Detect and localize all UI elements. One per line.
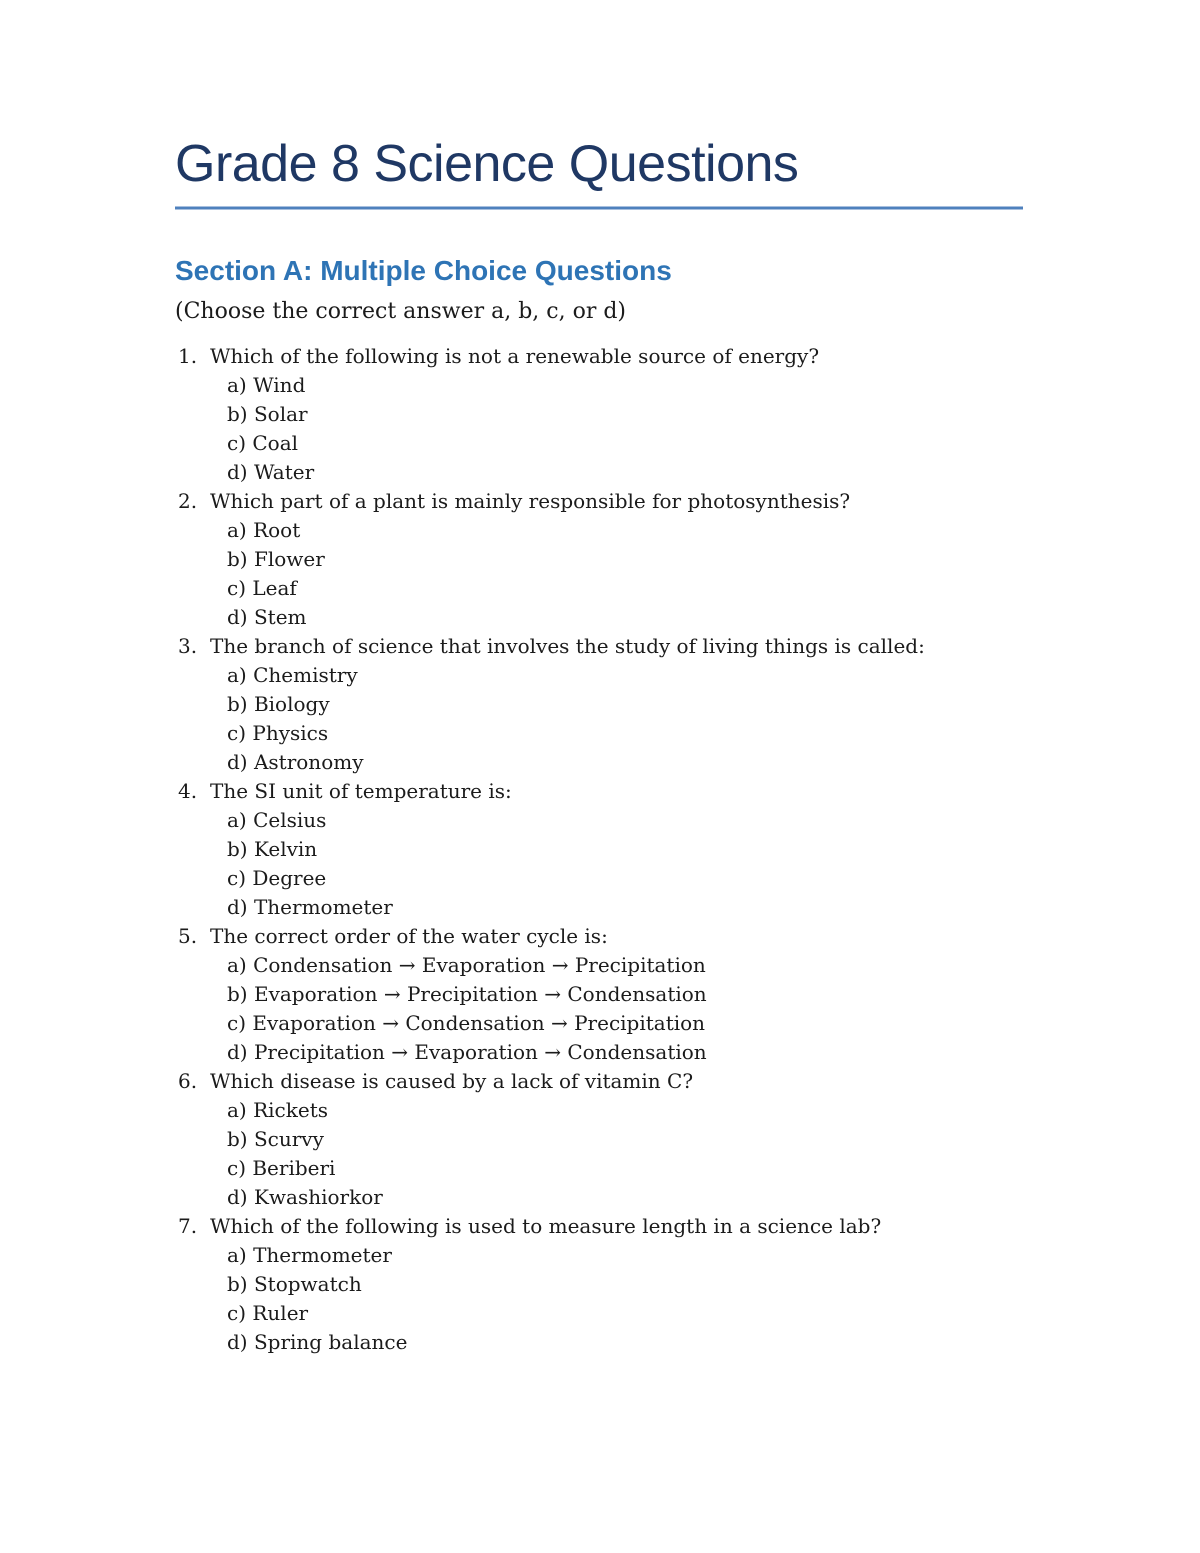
option-item: d) Astronomy	[227, 750, 364, 775]
option-item: b) Solar	[227, 402, 308, 427]
question-item	[175, 1067, 1023, 1212]
option-list	[175, 371, 1023, 487]
option-item: c) Degree	[227, 866, 327, 891]
document-title: Grade 8 Science Questions	[175, 135, 799, 193]
option-item: c) Coal	[227, 431, 299, 456]
question-item	[175, 922, 1023, 1067]
option-item: c) Beriberi	[227, 1156, 336, 1181]
question-text: Which of the following is not a renewable source of energy?	[210, 344, 820, 369]
option-item: a) Chemistry	[227, 663, 358, 688]
question-number: 3.	[178, 634, 198, 659]
option-item: c) Physics	[227, 721, 329, 746]
option-item: d) Water	[227, 460, 315, 485]
section-instructions: (Choose the correct answer a, b, c, or d)	[175, 299, 627, 325]
section-heading: Section A: Multiple Choice Questions	[175, 254, 672, 286]
title-rule	[175, 206, 1023, 210]
option-item: a) Celsius	[227, 808, 327, 833]
option-item: b) Biology	[227, 692, 330, 717]
question-number: 2.	[178, 489, 198, 514]
question-item	[175, 342, 1023, 487]
question-text: The correct order of the water cycle is:	[210, 924, 608, 949]
option-list	[175, 661, 1023, 777]
option-item: a) Root	[227, 518, 301, 543]
option-item: b) Kelvin	[227, 837, 318, 862]
option-item: b) Scurvy	[227, 1127, 324, 1152]
option-item: a) Condensation → Evaporation → Precipitation	[227, 953, 706, 978]
question-item	[175, 632, 1023, 777]
option-item: b) Evaporation → Precipitation → Condensation	[227, 982, 707, 1007]
option-list	[175, 806, 1023, 922]
option-item: b) Flower	[227, 547, 325, 572]
question-number: 1.	[178, 344, 198, 369]
option-item: b) Stopwatch	[227, 1272, 362, 1297]
question-text: The branch of science that involves the study of living things is called:	[210, 634, 925, 659]
question-item	[175, 1212, 1023, 1357]
question-number: 5.	[178, 924, 198, 949]
question-item	[175, 487, 1023, 632]
option-list	[175, 516, 1023, 632]
option-item: a) Thermometer	[227, 1243, 392, 1268]
question-list	[175, 342, 1023, 1357]
question-number: 7.	[178, 1214, 198, 1239]
question-number: 6.	[178, 1069, 198, 1094]
option-item: d) Thermometer	[227, 895, 393, 920]
option-item: d) Kwashiorkor	[227, 1185, 383, 1210]
option-item: c) Evaporation → Condensation → Precipitation	[227, 1011, 706, 1036]
option-item: a) Rickets	[227, 1098, 328, 1123]
question-item	[175, 777, 1023, 922]
question-text: Which of the following is used to measure length in a science lab?	[210, 1214, 882, 1239]
option-item: d) Spring balance	[227, 1330, 408, 1355]
option-list	[175, 951, 1023, 1067]
option-item: c) Ruler	[227, 1301, 309, 1326]
question-text: The SI unit of temperature is:	[210, 779, 512, 804]
option-list	[175, 1096, 1023, 1212]
option-item: d) Stem	[227, 605, 307, 630]
option-item: c) Leaf	[227, 576, 297, 601]
option-item: a) Wind	[227, 373, 306, 398]
question-text: Which disease is caused by a lack of vitamin C?	[210, 1069, 694, 1094]
option-item: d) Precipitation → Evaporation → Condensation	[227, 1040, 707, 1065]
option-list	[175, 1241, 1023, 1357]
question-number: 4.	[178, 779, 198, 804]
question-text: Which part of a plant is mainly responsible for photosynthesis?	[210, 489, 851, 514]
